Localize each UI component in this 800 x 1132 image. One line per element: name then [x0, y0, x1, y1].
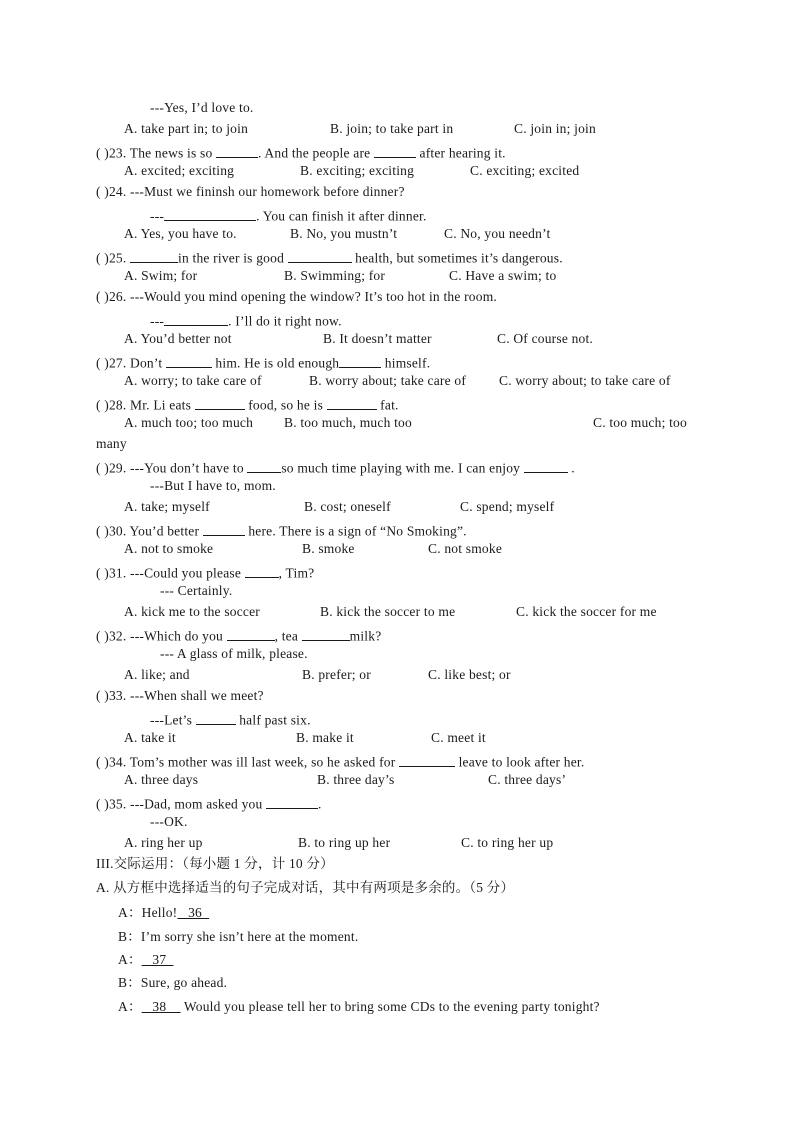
- line-text: ( )34. Tom’s mother was ill last week, so he asked for: [96, 754, 399, 770]
- numbered-blank: 36: [177, 905, 210, 920]
- text-line: [317, 773, 394, 787]
- answer-blank: [166, 353, 212, 368]
- numbered-blank: 37: [141, 952, 174, 967]
- text-line: [460, 500, 554, 514]
- text-line: [428, 668, 511, 682]
- line-text: B. to ring up her: [298, 835, 391, 850]
- text-line: [96, 248, 563, 265]
- line-text: many: [96, 436, 127, 451]
- text-line: [488, 773, 566, 787]
- text-line: [96, 689, 264, 703]
- text-line: [298, 836, 390, 850]
- line-text: .: [318, 796, 322, 812]
- line-text: A. Yes, you have to.: [124, 226, 237, 241]
- line-text: ---Yes, I’d love to.: [150, 100, 254, 115]
- line-text: A. kick me to the soccer: [124, 604, 261, 619]
- text-line: [118, 976, 227, 990]
- text-line: [124, 542, 213, 556]
- line-text: C. No, you needn’t: [444, 226, 551, 241]
- line-text: C. meet it: [431, 730, 486, 745]
- line-text: ( )23. The news is so: [96, 145, 217, 161]
- line-text: A. take it: [124, 730, 176, 745]
- text-line: [96, 752, 584, 769]
- text-line: [96, 857, 334, 871]
- line-text: ( )35. ---Dad, mom asked you: [96, 796, 267, 812]
- text-line: [290, 227, 397, 241]
- answer-blank: [196, 710, 236, 725]
- line-text: ( )24. ---Must we fininsh our homework before dinner?: [96, 184, 405, 199]
- line-text: ( )33. ---When shall we meet?: [96, 688, 264, 703]
- answer-blank: [266, 794, 318, 809]
- text-line: [96, 626, 381, 643]
- answer-blank: [288, 248, 352, 263]
- text-line: [461, 836, 553, 850]
- line-text: ---Let’s: [150, 712, 196, 728]
- line-text: B. It doesn’t matter: [323, 331, 432, 346]
- line-text: ( )29. ---You don’t have to: [96, 460, 248, 476]
- text-line: [124, 773, 198, 787]
- line-text: A. You’d better not: [124, 331, 232, 346]
- text-line: [150, 101, 254, 115]
- line-text: C. spend; myself: [460, 499, 555, 514]
- line-text: --- A glass of milk, please.: [160, 646, 308, 661]
- text-line: [118, 906, 209, 920]
- line-text: C. exciting; excited: [470, 163, 580, 178]
- line-text: B：Sure, go ahead.: [118, 975, 228, 990]
- line-text: . I’ll do it right now.: [228, 313, 342, 329]
- line-text: ( )31. ---Could you please: [96, 565, 245, 581]
- line-text: B. kick the soccer to me: [320, 604, 456, 619]
- text-line: [449, 269, 556, 283]
- line-text: after hearing it.: [415, 145, 506, 161]
- text-line: [593, 416, 687, 430]
- text-line: [96, 290, 497, 304]
- line-text: A. worry; to take care of: [124, 373, 262, 388]
- text-line: [431, 731, 486, 745]
- line-text: B. exciting; exciting: [300, 163, 415, 178]
- line-text: ---OK.: [150, 814, 188, 829]
- answer-blank: [164, 206, 256, 221]
- text-line: [124, 374, 262, 388]
- line-text: ( )26. ---Would you mind opening the window? It’s too hot in the room.: [96, 289, 497, 304]
- answer-blank: [195, 395, 245, 410]
- line-text: ---: [150, 313, 165, 329]
- answer-blank: [216, 143, 258, 158]
- line-text: A. much too; too much: [124, 415, 254, 430]
- text-line: [124, 836, 203, 850]
- text-line: [428, 542, 502, 556]
- line-text: A. three days: [124, 772, 199, 787]
- line-text: A. excited; exciting: [124, 163, 235, 178]
- line-text: ( )28. Mr. Li eats: [96, 397, 195, 413]
- line-text: so much time playing with me. I can enjoy: [281, 460, 524, 476]
- line-text: himself.: [381, 355, 431, 371]
- line-text: A. take; myself: [124, 499, 210, 514]
- text-line: [150, 479, 276, 493]
- text-line: [300, 164, 414, 178]
- text-line: [323, 332, 432, 346]
- text-line: [320, 605, 455, 619]
- line-text: him. He is old enough: [211, 355, 340, 371]
- line-text: --- Certainly.: [160, 583, 233, 598]
- text-line: [124, 416, 253, 430]
- text-line: [96, 395, 399, 412]
- line-text: C. like best; or: [428, 667, 511, 682]
- line-text: B. prefer; or: [302, 667, 371, 682]
- text-line: [96, 185, 405, 199]
- line-text: ( )25.: [96, 250, 131, 266]
- text-line: [124, 731, 176, 745]
- text-line: [302, 542, 355, 556]
- answer-blank: [203, 521, 245, 536]
- answer-blank: [247, 458, 281, 473]
- text-line: [96, 353, 430, 370]
- text-line: [160, 647, 308, 661]
- text-line: [124, 605, 260, 619]
- line-text: III.交际运用：（每小题 1 分，计 10 分）: [96, 856, 334, 871]
- line-text: , tea: [274, 628, 302, 644]
- line-text: B. three day’s: [317, 772, 395, 787]
- text-line: [150, 311, 342, 328]
- text-line: [499, 374, 671, 388]
- line-text: . You can finish it after dinner.: [256, 208, 427, 224]
- answer-blank: [302, 626, 350, 641]
- text-line: [296, 731, 354, 745]
- text-line: [309, 374, 466, 388]
- text-line: [150, 710, 311, 727]
- line-text: B. too much, much too: [284, 415, 412, 430]
- line-text: A. Swim; for: [124, 268, 198, 283]
- answer-blank: [227, 626, 275, 641]
- line-text: in the river is good: [178, 250, 288, 266]
- text-line: [304, 500, 391, 514]
- line-text: ---: [150, 208, 165, 224]
- text-line: [118, 930, 358, 944]
- line-text: C. not smoke: [428, 541, 503, 556]
- line-text: B. make it: [296, 730, 354, 745]
- line-text: .: [567, 460, 575, 476]
- text-line: [124, 164, 234, 178]
- line-text: B. No, you mustn’t: [290, 226, 398, 241]
- text-line: [124, 500, 210, 514]
- text-line: [96, 794, 322, 811]
- text-line: [96, 521, 467, 538]
- text-line: [150, 206, 427, 223]
- text-line: [124, 332, 232, 346]
- line-text: A. like; and: [124, 667, 190, 682]
- line-text: C. too much; too: [593, 415, 687, 430]
- line-text: leave to look after her.: [455, 754, 585, 770]
- text-line: [96, 458, 575, 475]
- answer-blank: [327, 395, 377, 410]
- numbered-blank: 38: [141, 999, 181, 1014]
- line-text: B：I’m sorry she isn’t here at the moment.: [118, 929, 359, 944]
- text-line: [124, 122, 248, 136]
- answer-blank: [245, 563, 279, 578]
- line-text: B. worry about; take care of: [309, 373, 467, 388]
- line-text: C. Of course not.: [497, 331, 594, 346]
- line-text: C. worry about; to take care of: [499, 373, 671, 388]
- line-text: A. not to smoke: [124, 541, 214, 556]
- line-text: A：: [118, 999, 142, 1014]
- text-line: [124, 668, 190, 682]
- line-text: A. 从方框中选择适当的句子完成对话，其中有两项是多余的。（5 分）: [96, 880, 515, 895]
- text-line: [284, 416, 412, 430]
- answer-blank: [339, 353, 381, 368]
- text-line: [497, 332, 593, 346]
- text-line: [514, 122, 596, 136]
- text-line: [160, 584, 232, 598]
- line-text: Would you please tell her to bring some CDs to the evening party tonight?: [180, 999, 600, 1014]
- text-line: [444, 227, 550, 241]
- line-text: C. three days’: [488, 772, 567, 787]
- line-text: food, so he is: [244, 397, 327, 413]
- line-text: B. cost; oneself: [304, 499, 391, 514]
- text-line: [470, 164, 579, 178]
- line-text: C. to ring her up: [461, 835, 554, 850]
- line-text: A. take part in; to join: [124, 121, 249, 136]
- line-text: ( )32. ---Which do you: [96, 628, 227, 644]
- text-line: [330, 122, 453, 136]
- line-text: half past six.: [235, 712, 311, 728]
- text-line: [124, 227, 237, 241]
- line-text: A. ring her up: [124, 835, 203, 850]
- line-text: A：: [118, 952, 142, 967]
- line-text: health, but sometimes it’s dangerous.: [351, 250, 563, 266]
- answer-blank: [399, 752, 455, 767]
- line-text: B. smoke: [302, 541, 355, 556]
- line-text: A：Hello!: [118, 905, 178, 920]
- text-line: [96, 881, 514, 895]
- line-text: here. There is a sign of “No Smoking”.: [244, 523, 467, 539]
- line-text: B. join; to take part in: [330, 121, 454, 136]
- line-text: ---But I have to, mom.: [150, 478, 276, 493]
- line-text: , Tim?: [278, 565, 315, 581]
- text-line: [284, 269, 385, 283]
- answer-blank: [374, 143, 416, 158]
- text-line: [118, 1000, 600, 1014]
- text-line: [96, 563, 314, 580]
- text-line: [118, 953, 173, 967]
- text-line: [516, 605, 657, 619]
- answer-blank: [524, 458, 568, 473]
- answer-blank: [164, 311, 228, 326]
- text-line: [96, 437, 127, 451]
- line-text: B. Swimming; for: [284, 268, 386, 283]
- line-text: C. join in; join: [514, 121, 596, 136]
- line-text: C. kick the soccer for me: [516, 604, 657, 619]
- line-text: milk?: [349, 628, 382, 644]
- line-text: ( )30. You’d better: [96, 523, 203, 539]
- text-line: [150, 815, 188, 829]
- text-line: [302, 668, 371, 682]
- line-text: fat.: [376, 397, 399, 413]
- line-text: . And the people are: [258, 145, 374, 161]
- answer-blank: [130, 248, 178, 263]
- line-text: ( )27. Don’t: [96, 355, 166, 371]
- text-line: [124, 269, 197, 283]
- text-line: [96, 143, 506, 160]
- line-text: C. Have a swim; to: [449, 268, 557, 283]
